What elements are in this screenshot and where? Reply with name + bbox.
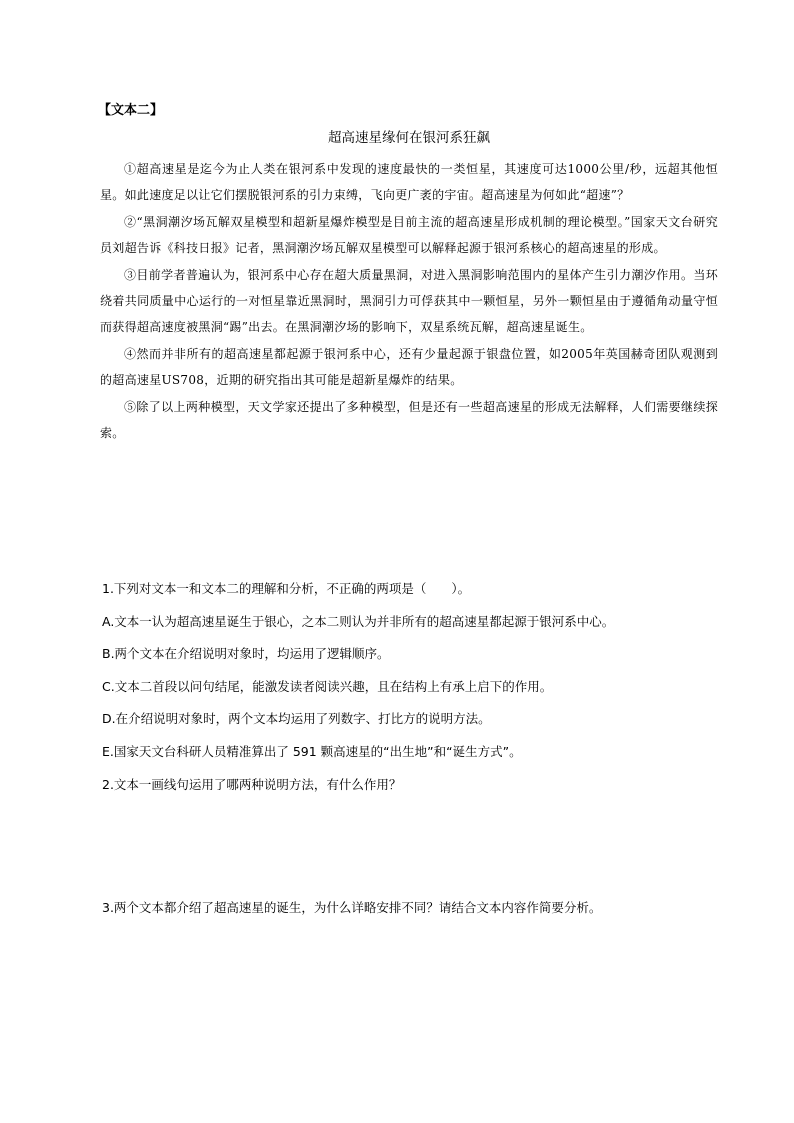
question-3-stem: 3.两个文本都介绍了超高速星的诞生，为什么详略安排不同？请结合文本内容作简要分析。 bbox=[102, 900, 602, 915]
question-2-stem: 2.文本一画线句运用了哪两种说明方法，有什么作用？ bbox=[102, 776, 402, 792]
question-1-stem: 1.下列对文本一和文本二的理解和分析，不正确的两项是（ ）。 bbox=[102, 581, 471, 596]
article-title: 超高速星缘何在银河系狂飙 bbox=[328, 130, 490, 146]
article-section bbox=[100, 100, 718, 446]
question-1-option-c: C.文本二首段以问句结尾，能激发读者阅读兴趣，且在结构上有承上启下的作用。 bbox=[102, 678, 553, 694]
section-label: 【文本二】 bbox=[98, 103, 164, 118]
paragraph-1: ①超高速星是迄今为止人类在银河系中发现的速度最快的一类恒星，其速度可达1000公里/秒，远超其他恒星。如此速度足以让它们摆脱银河系的引力束缚，飞向更广袤的宇宙。超高速星为何如此“超速”？ bbox=[100, 162, 718, 203]
question-1-option-d: D.在介绍说明对象时，两个文本均运用了列数字、打比方的说明方法。 bbox=[102, 711, 491, 727]
paragraph-3: ③目前学者普遍认为，银河系中心存在超大质量黑洞，对进入黑洞影响范围内的星体产生引力潮汐作用。当环绕着共同质量中心运行的一对恒星靠近黑洞时，黑洞引力可俘获其中一颗恒星，另外一颗恒星由于遵循角动量守恒而获得超高速度被黑洞“踢”出去。在黑洞潮汐场的影响下，双星系统瓦解，超高速星诞生。 bbox=[100, 267, 718, 335]
question-1-option-e: E.国家天文台科研人员精准算出了 591 颗高速星的“出生地”和“诞生方式”。 bbox=[102, 743, 522, 759]
paragraph-2: ②“黑洞潮汐场瓦解双星模型和超新星爆炸模型是目前主流的超高速星形成机制的理论模型。”国家天文台研究员刘超告诉《科技日报》记者，黑洞潮汐场瓦解双星模型可以解释起源于银河系核心的超高速星的形成。 bbox=[100, 214, 718, 256]
questions-section bbox=[100, 573, 718, 801]
paragraph-4: ④然而并非所有的超高速星都起源于银河系中心，还有少量起源于银盘位置，如2005年英国赫奇团队观测到的超高速星US708，近期的研究指出其可能是超新星爆炸的结果。 bbox=[100, 346, 718, 388]
question-1-option-b: B.两个文本在介绍说明对象时，均运用了逻辑顺序。 bbox=[102, 646, 390, 662]
paragraph-5: ⑤除了以上两种模型，天文学家还提出了多种模型，但是还有一些超高速星的形成无法解释，人们需要继续探索。 bbox=[100, 399, 718, 441]
question-1-option-a: A.文本一认为超高速星诞生于银心，之本二则认为并非所有的超高速星都起源于银河系中心。 bbox=[102, 613, 615, 629]
